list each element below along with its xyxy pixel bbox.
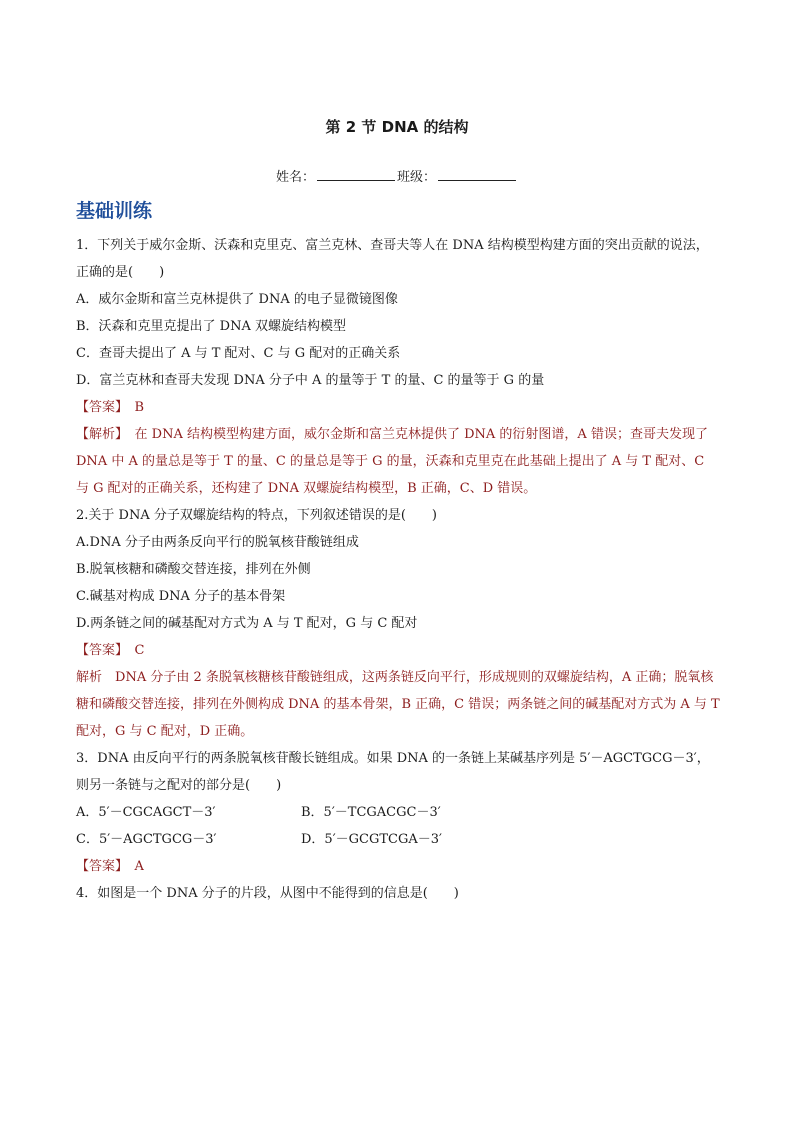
analysis-text: DNA 分子由 2 条脱氧核糖核苷酸链组成，这两条链反向平行，形成规则的双螺旋结构，A 正确；脱氧核糖和磷酸交替连接，排列在外侧构成 DNA 的基本骨架，B 正确，C 错误；两条链之间的碱基配对方式为 A 与 T 配对，G 与 C 配对，D 正确。	[76, 670, 720, 739]
option-a: A．5′－CGCAGCT－3′	[76, 805, 216, 820]
option-c: C．5′－AGCTGCG－3′	[76, 832, 217, 847]
answer-line	[76, 853, 720, 880]
question-list	[76, 232, 720, 907]
answer-line	[76, 394, 720, 421]
answer-label: 【答案】	[76, 400, 122, 415]
analysis-label: 【解析】	[76, 427, 122, 442]
page-title: 第 2 节 DNA 的结构	[325, 118, 469, 136]
option-row	[76, 826, 720, 853]
option-row	[76, 799, 720, 826]
answer-label: 【答案】	[76, 643, 122, 658]
option-d: D.两条链之间的碱基配对方式为 A 与 T 配对，G 与 C 配对	[76, 616, 418, 631]
class-blank[interactable]	[438, 168, 516, 181]
analysis-label: 解析	[76, 670, 103, 685]
question-4	[76, 880, 720, 907]
answer-value: A	[134, 859, 144, 874]
option-d: D．5′－GCGTCGA－3′	[301, 832, 442, 847]
analysis	[76, 421, 720, 502]
question-stem: 2.关于 DNA 分子双螺旋结构的特点，下列叙述错误的是( )	[76, 508, 437, 523]
section-heading: 基础训练	[76, 200, 153, 222]
option-a: A.DNA 分子由两条反向平行的脱氧核苷酸链组成	[76, 535, 359, 550]
option-a: A．威尔金斯和富兰克林提供了 DNA 的电子显微镜图像	[76, 292, 398, 307]
question-3	[76, 745, 720, 880]
student-info	[276, 166, 518, 185]
question-stem: 1．下列关于威尔金斯、沃森和克里克、富兰克林、查哥夫等人在 DNA 结构模型构建方面的突出贡献的说法，正确的是( )	[76, 238, 709, 280]
answer-label: 【答案】	[76, 859, 122, 874]
class-label: 班级：	[397, 170, 437, 185]
question-stem: 3．DNA 由反向平行的两条脱氧核苷酸长链组成。如果 DNA 的一条链上某碱基序列是 5′－AGCTGCG－3′，则另一条链与之配对的部分是( )	[76, 751, 710, 793]
answer-line	[76, 637, 720, 664]
answer-value: B	[134, 400, 145, 415]
question-1	[76, 232, 720, 502]
analysis	[76, 664, 720, 745]
question-stem: 4．如图是一个 DNA 分子的片段，从图中不能得到的信息是( )	[76, 886, 459, 901]
analysis-text: 在 DNA 结构模型构建方面，威尔金斯和富兰克林提供了 DNA 的衍射图谱，A 错误；查哥夫发现了 DNA 中 A 的量总是等于 T 的量、C 的量总是等于 G 的量，沃森和克里克在此基础上提出了 A 与 T 配对、C 与 G 配对的正确关系，还构建了 DNA 双螺旋结构模型，B 正确，C、D 错误。	[76, 427, 708, 496]
option-b: B．沃森和克里克提出了 DNA 双螺旋结构模型	[76, 319, 347, 334]
question-2	[76, 502, 720, 745]
option-c: C.碱基对构成 DNA 分子的基本骨架	[76, 589, 286, 604]
option-c: C．查哥夫提出了 A 与 T 配对、C 与 G 配对的正确关系	[76, 346, 401, 361]
name-label: 姓名：	[276, 170, 316, 185]
option-b: B．5′－TCGACGC－3′	[301, 805, 441, 820]
option-d: D．富兰克林和查哥夫发现 DNA 分子中 A 的量等于 T 的量、C 的量等于 G 的量	[76, 373, 545, 388]
answer-value: C	[134, 643, 145, 658]
name-blank[interactable]	[317, 168, 395, 181]
option-b: B.脱氧核糖和磷酸交替连接，排列在外侧	[76, 562, 311, 577]
